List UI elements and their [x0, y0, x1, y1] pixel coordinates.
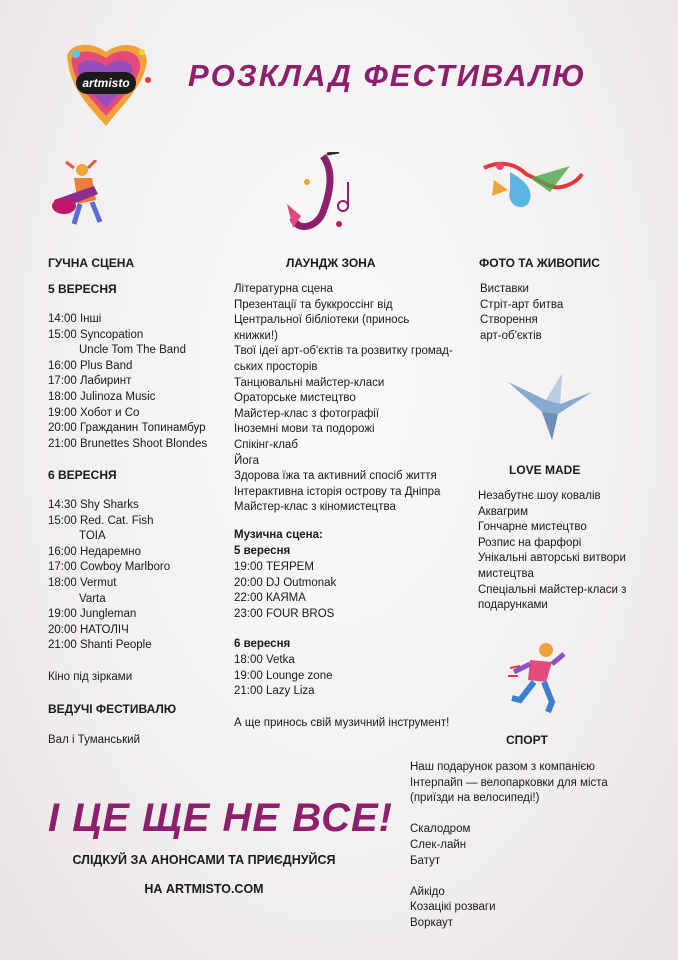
sport-item: Айкідо [410, 885, 445, 898]
schedule-item: Uncle Tom The Band [79, 344, 186, 357]
lounge-item: Йога [234, 454, 259, 467]
schedule-item: 14:00 Інші [48, 313, 102, 325]
hosts-text: Вал і Туманський [48, 734, 140, 746]
photo-item: арт-об'єктів [480, 329, 542, 342]
love-made-item: Спеціальні майстер-класи з [478, 583, 627, 596]
schedule-item: Varta [79, 592, 106, 605]
loud-day1-heading: 5 ВЕРЕСНЯ [48, 282, 117, 296]
schedule-item: 22:00 КАЯМА [234, 592, 306, 605]
sport-item: Інтерпайп — велопарковки для міста [410, 776, 608, 789]
guitarist-icon [44, 160, 114, 226]
photo-item: Виставки [480, 283, 529, 295]
saxophone-icon [283, 152, 357, 238]
schedule-item: 19:00 Хобот и Co [48, 406, 140, 419]
website-link-text[interactable]: НА ARTMISTO.COM [144, 882, 264, 896]
photo-list [480, 282, 563, 344]
love-made-item: Незабутнє шоу ковалів [478, 490, 601, 502]
lounge-item: Здорова їжа та активний спосіб життя [234, 470, 437, 483]
lounge-item: книжки!) [234, 329, 278, 342]
sport-item: (приїзди на велосипеді!) [410, 792, 540, 805]
schedule-item: 18:00 Julinoza Music [48, 390, 156, 403]
loud-day1-list [48, 312, 207, 452]
schedule-item: 18:00 Vermut [48, 576, 117, 589]
loud-day2-list [48, 498, 170, 654]
loud-day2-heading: 6 ВЕРЕСНЯ [48, 468, 117, 482]
schedule-item: 19:00 Lounge zone [234, 669, 333, 682]
cinema-text: Кіно під зірками [48, 671, 133, 683]
love-made-item: Унікальні авторські витвори [478, 552, 626, 565]
love-made-item: Гончарне мистецтво [478, 521, 587, 534]
schedule-item: 21:00 Lazy Liza [234, 685, 315, 698]
photo-heading: ФОТО ТА ЖИВОПИС [479, 256, 600, 270]
logo-text: artmisto [82, 76, 130, 90]
love-made-item: Аквагрим [478, 505, 528, 518]
lounge-list [234, 282, 453, 516]
sport-item: Скалодром [410, 823, 471, 836]
loud-stage-heading: ГУЧНА СЦЕНА [48, 256, 135, 270]
schedule-item: 23:00 FOUR BROS [234, 607, 335, 620]
love-made-item: Розпис на фарфорі [478, 536, 582, 549]
lounge-item: Твої ідеї арт-об'єктів та розвитку громад- [234, 345, 453, 358]
not-all-banner: І ЦЕ ЩЕ НЕ ВСЕ! [48, 796, 393, 840]
lounge-item: ських просторів [234, 360, 318, 373]
schedule-item: 16:00 Недаремно [48, 545, 141, 558]
music-stage-heading: Музична сцена: [234, 529, 323, 541]
lounge-item: Центральної бібліотеки (принось [234, 314, 410, 327]
schedule-item: 15:00 Red. Cat. Fish [48, 514, 154, 527]
sport-item: Воркаут [410, 916, 454, 929]
lounge-item: Майстер-клас з фотографії [234, 407, 380, 420]
lounge-item: Іноземні мови та подорожі [234, 423, 375, 436]
sport-item: Батут [410, 854, 441, 867]
schedule-item: 21:00 Brunettes Shoot Blondes [48, 437, 208, 450]
lounge-item: Спікінг-клаб [234, 438, 298, 451]
music-note: А ще принось свій музичний інструмент! [234, 717, 450, 729]
music-day1-list [234, 560, 336, 622]
schedule-item: 19:00 ТЕЯРЕМ [234, 561, 314, 573]
sport-item: Козацікі розваги [410, 901, 496, 914]
love-made-item: подарунками [478, 599, 548, 612]
lounge-item: Ораторське мистецтво [234, 392, 356, 405]
schedule-item: 21:00 Shanti People [48, 639, 152, 652]
photo-item: Створення [480, 314, 538, 327]
lounge-heading: ЛАУНДЖ ЗОНА [286, 256, 376, 270]
schedule-item: 18:00 Vetka [234, 654, 295, 666]
bird-painting-icon [480, 156, 586, 214]
music-day2-list [234, 653, 332, 700]
schedule-item: 20:00 Гражданин Топинамбур [48, 422, 206, 435]
schedule-item: 16:00 Plus Band [48, 359, 133, 372]
schedule-item: 17:00 Cowboy Marlboro [48, 561, 171, 574]
schedule-item: 20:00 НАТОЛІЧ [48, 623, 129, 636]
lounge-item: Майстер-клас з кіномистецтва [234, 501, 396, 514]
love-made-heading: LOVE MADE [509, 463, 581, 477]
schedule-item: 19:00 Jungleman [48, 608, 137, 621]
lounge-item: Презентації та буккроссінг від [234, 298, 393, 311]
schedule-item: 14:30 Shy Sharks [48, 499, 139, 511]
follow-announcements-text: СЛІДКУЙ ЗА АНОНСАМИ ТА ПРИЄДНУЙСЯ [72, 853, 336, 867]
lounge-item: Інтерактивна історія острову та Дніпра [234, 485, 441, 498]
sport-item [410, 807, 608, 823]
schedule-item: TOIA [79, 530, 106, 543]
music-day2-heading: 6 вересня [234, 638, 291, 650]
sport-list [410, 760, 608, 932]
love-made-item: мистецтва [478, 567, 534, 580]
lounge-item: Танцювальні майстер-класи [234, 376, 385, 389]
schedule-item: 20:00 DJ Outmonak [234, 576, 337, 589]
sport-item: Слек-лайн [410, 838, 467, 851]
schedule-item: 15:00 Syncopation [48, 328, 144, 341]
origami-bird-icon [506, 370, 594, 442]
hosts-heading: ВЕДУЧІ ФЕСТИВАЛЮ [48, 702, 177, 716]
sport-item: Наш подарунок разом з компанією [410, 761, 595, 773]
love-made-list [478, 489, 626, 614]
music-day1-heading: 5 вересня [234, 545, 291, 557]
photo-item: Стріт-арт битва [480, 298, 564, 311]
schedule-item: 17:00 Лабиринт [48, 375, 132, 388]
lounge-item: Літературна сцена [234, 283, 333, 295]
sport-heading: СПОРТ [506, 733, 548, 747]
sport-item [410, 869, 608, 885]
page-title: РОЗКЛАД ФЕСТИВАЛЮ [188, 58, 587, 93]
runner-icon [508, 642, 568, 714]
